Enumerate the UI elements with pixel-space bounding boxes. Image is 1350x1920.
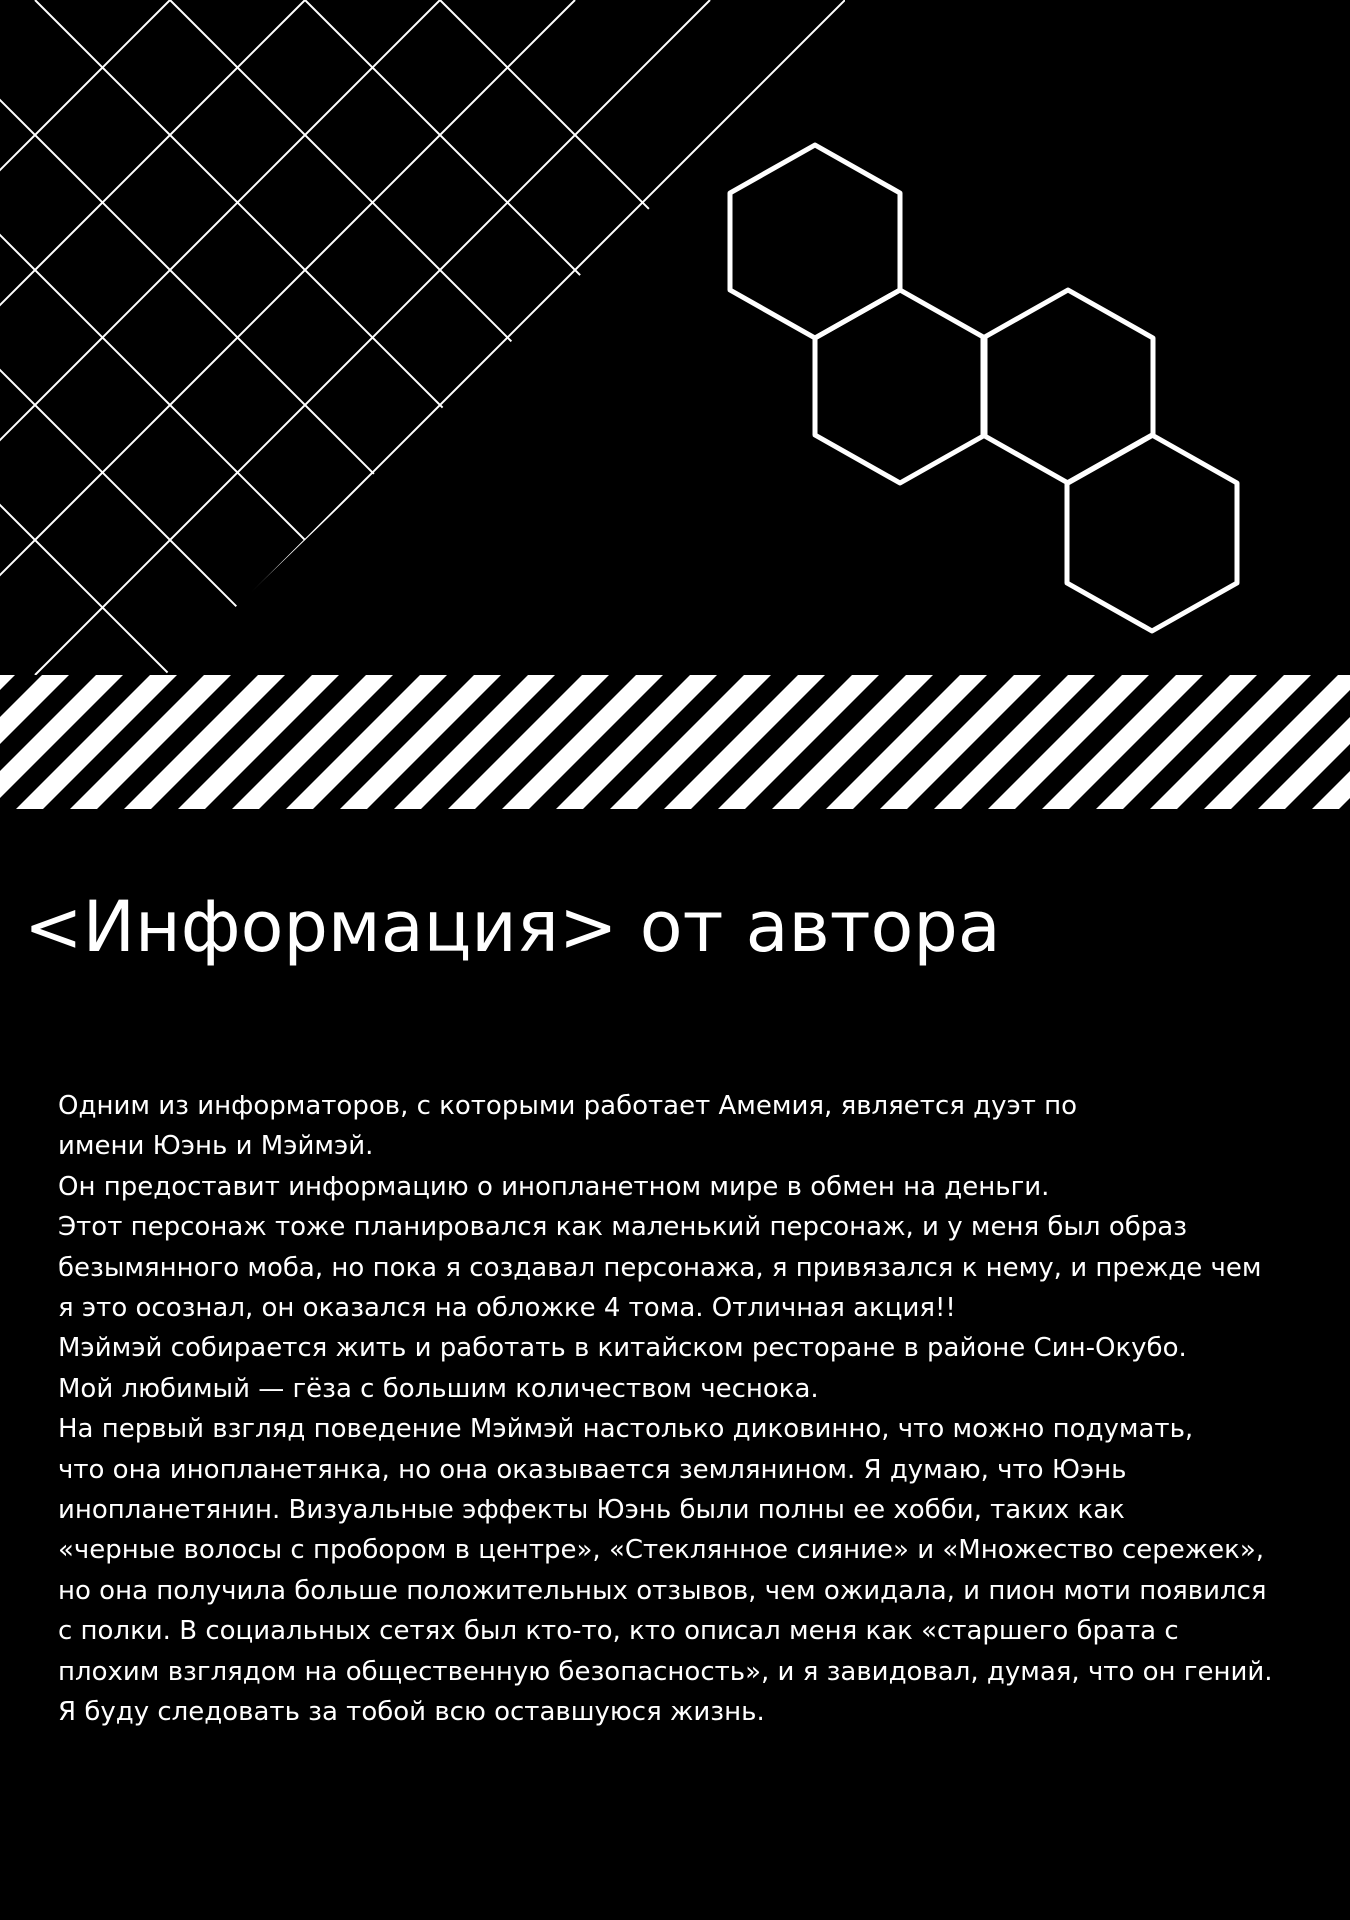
hexagon-shape [730,145,900,338]
body-text-line: Мэймэй собирается жить и работать в китайском ресторане в районе Син-Окубо. [58,1333,1187,1364]
body-text-line: но она получила больше положительных отзывов, чем ожидала, и пион моти появился [58,1575,1267,1606]
page-title: <Информация> от автора [24,886,1001,968]
body-text-line: что она инопланетянка, но она оказывается землянином. Я думаю, что Юэнь [58,1454,1127,1485]
body-text-line: Он предоставит информацию о инопланетном мире в обмен на деньги. [58,1171,1050,1202]
body-text-line: Мой любимый — гёза с большим количеством чеснока. [58,1373,819,1404]
hexagon-shape [1067,435,1237,631]
diagonal-hazard-stripes [0,675,1350,809]
hexagon-shape [815,290,985,483]
body-text-line: Этот персонаж тоже планировался как маленький персонаж, и у меня был образ [58,1212,1188,1243]
body-text-line: инопланетянин. Визуальные эффекты Юэнь были полны ее хобби, таких как [58,1495,1125,1526]
body-text-line: «черные волосы с пробором в центре», «Стеклянное сияние» и «Множество сережек», [58,1535,1265,1566]
hexagon-cluster [730,145,1237,631]
body-text-line: Я буду следовать за тобой всю оставшуюся жизнь. [58,1697,765,1728]
body-text-line: Одним из информаторов, с которыми работает Амемия, является дуэт по [58,1091,1078,1121]
author-note-body [58,1086,1338,1733]
body-text-line: плохим взглядом на общественную безопасность», и я завидовал, думая, что он гений. [58,1656,1273,1687]
body-text-line: с полки. В социальных сетях был кто-то, кто описал меня как «старшего брата с [58,1616,1179,1647]
body-text-line: На первый взгляд поведение Мэймэй настолько диковинно, что можно подумать, [58,1414,1194,1445]
diamond-grid-pattern [0,0,1115,675]
body-text-line: имени Юэнь и Мэймэй. [58,1131,374,1162]
decorative-header-graphics [0,0,1350,830]
body-text-line: безымянного моба, но пока я создавал персонажа, я привязался к нему, и прежде чем [58,1252,1262,1283]
body-text-line: я это осознал, он оказался на обложке 4 тома. Отличная акция!! [58,1293,956,1324]
hexagon-shape [983,290,1153,483]
